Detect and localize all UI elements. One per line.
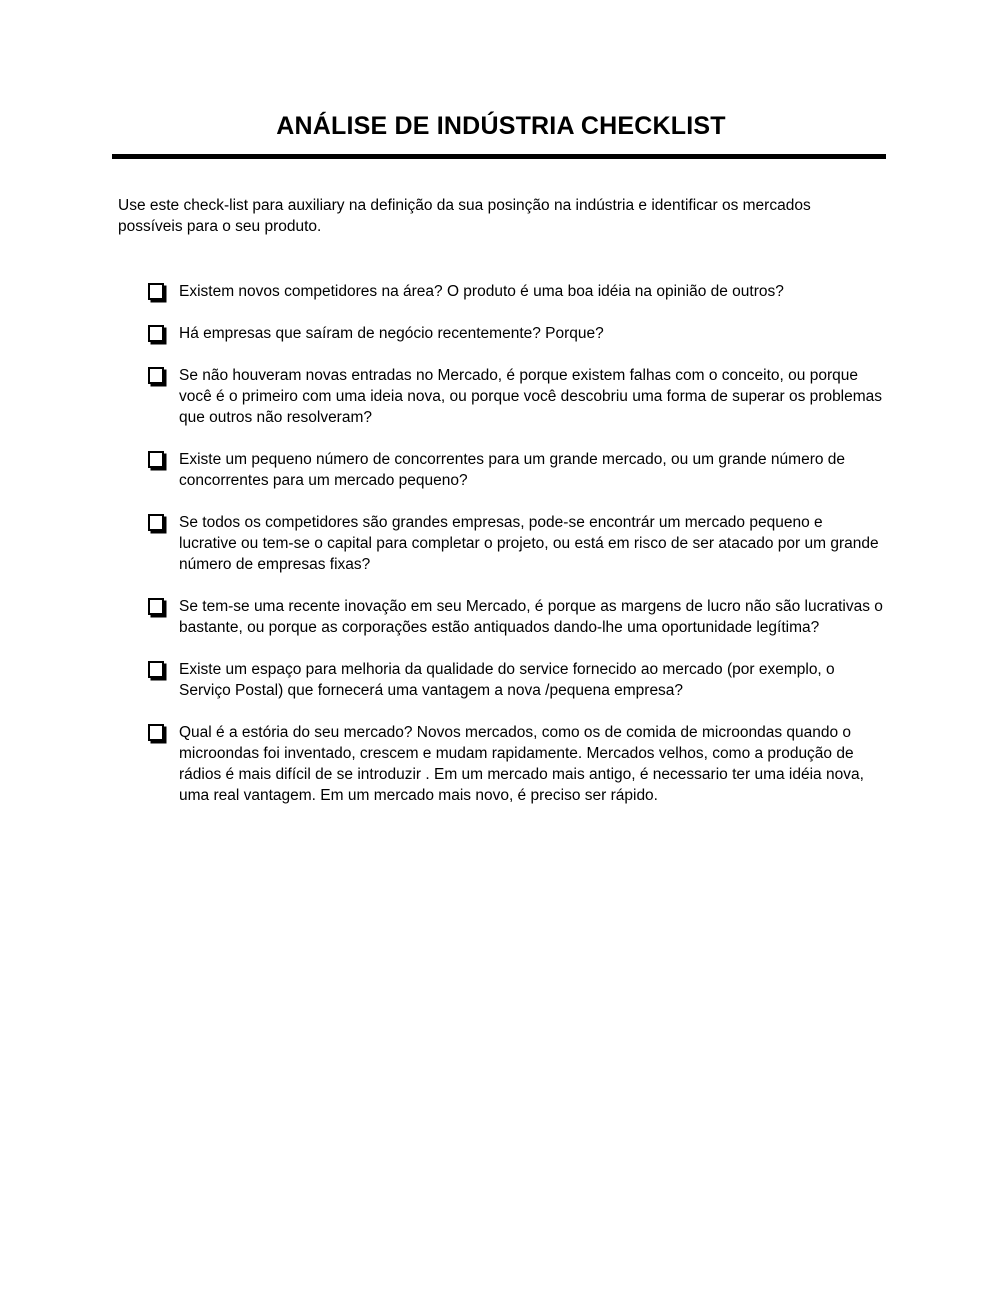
- checkbox-icon[interactable]: [148, 451, 164, 468]
- checklist-item-text: Qual é a estória do seu mercado? Novos mercados, como os de comida de microondas quando o microondas foi inventado, crescem e mudam rapidamente. Mercados velhos, como a produção de rádios é mais difícil de se introduzir . Em um mercado mais antigo, é necessario ter uma idéia nova, uma real vantagem. Em um mercado mais novo, é preciso ser rápido.: [179, 723, 864, 804]
- checkbox-icon[interactable]: [148, 661, 164, 678]
- checklist-item-text: Existe um espaço para melhoria da qualidade do service fornecido ao mercado (por exemplo, o Serviço Postal) que fornecerá uma vantagem a nova /pequena empresa?: [179, 660, 835, 699]
- checklist-item-text: Há empresas que saíram de negócio recentemente? Porque?: [179, 324, 604, 342]
- intro-paragraph: Use este check-list para auxiliary na definição da sua posinção na indústria e identificar os mercados possíveis para o seu produto.: [118, 196, 811, 235]
- checkbox-icon[interactable]: [148, 283, 164, 300]
- document-content: [118, 0, 884, 827]
- checklist: [118, 281, 884, 806]
- checklist-item: [118, 722, 884, 806]
- checklist-item: [118, 449, 884, 491]
- checkbox-icon[interactable]: [148, 598, 164, 615]
- checklist-item: [118, 281, 884, 302]
- checklist-item: [118, 323, 884, 344]
- checklist-item-text: Se todos os competidores são grandes empresas, pode-se encontrár um mercado pequeno e lucrative ou tem-se o capital para completar o projeto, ou está em risco de ser atacado por um grande número de empresas fixas?: [179, 513, 879, 573]
- checklist-item-text: Existem novos competidores na área? O produto é uma boa idéia na opinião de outros?: [179, 282, 784, 300]
- checkbox-icon[interactable]: [148, 514, 164, 531]
- checklist-item-text: Se não houveram novas entradas no Mercado, é porque existem falhas com o conceito, ou porque você é o primeiro com uma ideia nova, ou porque você descobriu uma forma de superar os problemas que outros não resolveram?: [179, 366, 883, 426]
- page-title: ANÁLISE DE INDÚSTRIA CHECKLIST: [276, 112, 726, 140]
- checklist-item-text: Existe um pequeno número de concorrentes para um grande mercado, ou um grande número de concorrentes para um mercado pequeno?: [179, 450, 846, 489]
- title-divider-rule: [112, 154, 886, 159]
- checklist-item: [118, 659, 884, 701]
- checklist-item: [118, 365, 884, 428]
- checkbox-icon[interactable]: [148, 367, 164, 384]
- checklist-item: [118, 596, 884, 638]
- checkbox-icon[interactable]: [148, 724, 164, 741]
- checklist-item: [118, 512, 884, 575]
- checklist-item-text: Se tem-se uma recente inovação em seu Mercado, é porque as margens de lucro não são lucrativas o bastante, ou porque as corporações estão antiquados dando-lhe uma oportunidade legítima?: [179, 597, 883, 636]
- checkbox-icon[interactable]: [148, 325, 164, 342]
